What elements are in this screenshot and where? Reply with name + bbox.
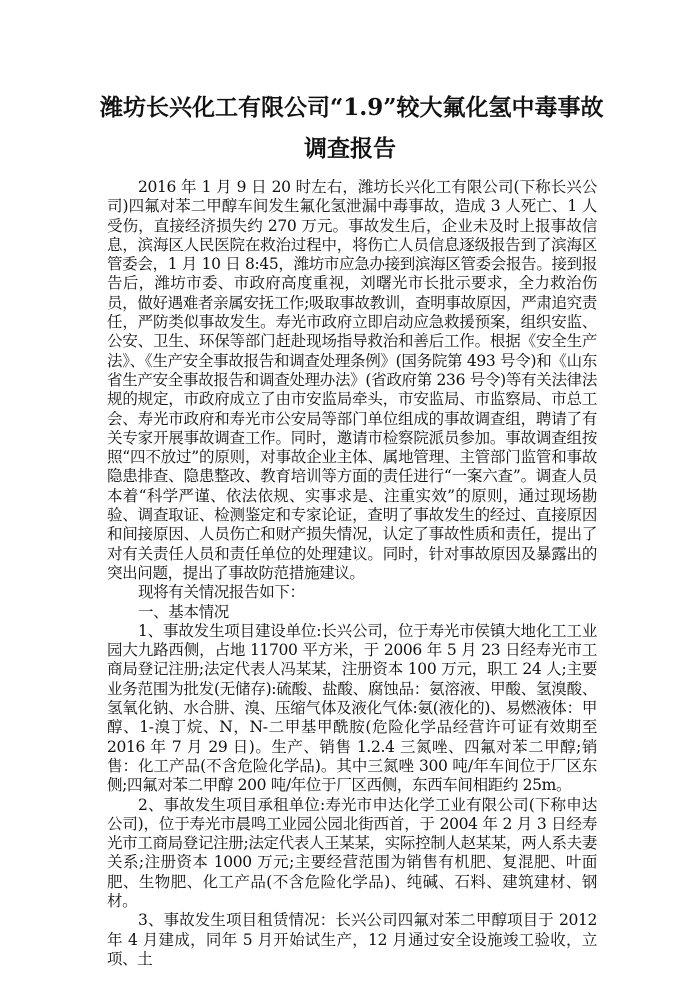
report-body bbox=[107, 178, 597, 969]
report-title-continued: 调查报告 bbox=[304, 135, 396, 162]
report-lead-in: 现将有关情况报告如下： bbox=[138, 583, 305, 602]
item-2-lessee-unit: 2、事故发生项目承租单位:寿光市申达化学工业有限公司(下称申达公司)，位于寿光市晨鸣工业园公园北街西首，于 2004 年 2 月 3 日经寿光市工商局登记注册;法定代表人王某某，实际控制人赵某某，两人系夫妻关系;注册资本 1000 万元;主要经营范围为销售有机肥、复混肥、叶面肥、生物肥、化工产品(不含危险化学品)、纯碱、石料、建筑建材、钢材。 bbox=[107, 795, 597, 910]
report-title: 潍坊长兴化工有限公司“1.9”较大氟化氢中毒事故 bbox=[100, 94, 604, 121]
item-1-construction-unit: 1、事故发生项目建设单位:长兴公司，位于寿光市侯镇大地化工工业园大九路西侧，占地 11700 平方米，于 2006 年 5 月 23 日经寿光市工商局登记注册;法定代表人冯某某，注册资本 100 万元，职工 24 人;主要业务范围为批发(无储存):硫酸、盐酸、腐蚀品：氨溶液、甲酸、氢溴酸、氢氧化钠、水合肼、溴、压缩气体及液化气体:氨(液化的)、易燃液体：甲醇、1-溴丁烷、N，N-二甲基甲酰胺(危险化学品经营许可证有效期至 2016 年 7 月 29 日)。生产、销售 1.2.4 三氮唑、四氟对苯二甲醇;销售：化工产品(不含危险化学品)。其中三氮唑 300 吨/年车间位于厂区东侧;四氟对苯二甲醇 200 吨/年位于厂区西侧，东西车间相距约 25m。 bbox=[107, 621, 597, 795]
section-heading-basic-info: 一、基本情况 bbox=[138, 602, 229, 621]
item-3-lease-situation: 3、事故发生项目租赁情况：长兴公司四氟对苯二甲醇项目于 2012 年 4 月建成，同年 5 月开始试生产，12 月通过安全设施竣工验收，立项、土 bbox=[107, 911, 597, 968]
intro-paragraph: 2016 年 1 月 9 日 20 时左右，潍坊长兴化工有限公司(下称长兴公司)四氟对苯二甲醇车间发生氟化氢泄漏中毒事故，造成 3 人死亡、1 人受伤，直接经济损失约 270 万元。事故发生后，企业未及时上报事故信息，滨海区人民医院在救治过程中，将伤亡人员信息逐级报告到了滨海区管委会，1 月 10 日 8:45，潍坊市应急办接到滨海区管委会报告。接到报告后，潍坊市委、市政府高度重视，刘曙光市长批示要求，全力救治伤员，做好遇难者亲属安抚工作;吸取事故教训，查明事故原因，严肃追究责任，严防类似事故发生。寿光市政府立即启动应急救援预案，组织安监、公安、卫生、环保等部门赶赴现场指导救治和善后工作。根据《安全生产法》、《生产安全事故报告和调查处理条例》(国务院第 493 号令)和《山东省生产安全事故报告和调查处理办法》(省政府第 236 号令)等有关法律法规的规定，市政府成立了由市安监局牵头，市安监局、市监察局、市总工会、寿光市政府和寿光市公安局等部门单位组成的事故调查组，聘请了有关专家开展事故调查工作。同时，邀请市检察院派员参加。事故调查组按照“四不放过”的原则，对事故企业主体、属地管理、主管部门监管和事故隐患排查、隐患整改、教育培训等方面的责任进行“一案六查”。调查人员本着“科学严谨、依法依规、实事求是、注重实效”的原则，通过现场勘验、调查取证、检测鉴定和专家论证，查明了事故发生的经过、直接原因和间接原因、人员伤亡和财产损失情况，认定了事故性质和责任，提出了对有关责任人员和责任单位的处理建议。同时，针对事故原因及暴露出的突出问题，提出了事故防范措施建议。 bbox=[107, 178, 597, 582]
